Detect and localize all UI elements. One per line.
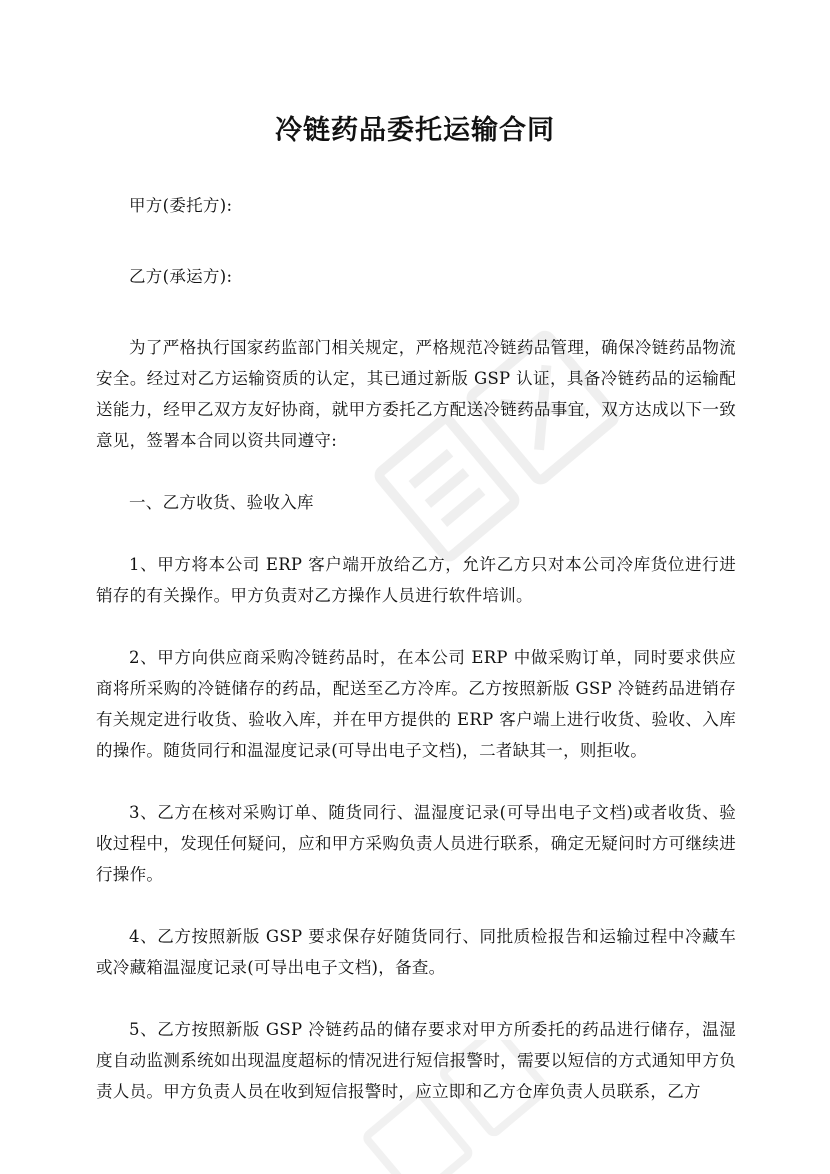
page-title: 冷链药品委托运输合同 xyxy=(275,115,555,146)
preamble-paragraph: 为了严格执行国家药监部门相关规定，严格规范冷链药品管理，确保冷链药品物流安全。经过对乙方运输资质的认定，其已通过新版 GSP 认证，具备冷链药品的运输配送能力，经甲乙双方友好协商，就甲方委托乙方配送冷链药品事宜，双方达成以下一致意见，签署本合同以资共同遵守: xyxy=(96,338,736,450)
document-body xyxy=(96,190,736,1138)
clause-paragraph: 3、乙方在核对采购订单、随货同行、温湿度记录(可导出电子文档)或者收货、验收过程中，发现任何疑问，应和甲方采购负责人员进行联系，确定无疑问时方可继续进行操作。 xyxy=(96,803,736,884)
clause-paragraph: 2、甲方向供应商采购冷链药品时，在本公司 ERP 中做采购订单，同时要求供应商将所采购的冷链储存的药品，配送至乙方冷库。乙方按照新版 GSP 冷链药品进销存有关规定进行收货、验收入库，并在甲方提供的 ERP 客户端上进行收货、验收、入库的操作。随货同行和温湿度记录(可导出电子文档)，二者缺其一，则拒收。 xyxy=(96,648,736,760)
clause-paragraph: 1、甲方将本公司 ERP 客户端开放给乙方，允许乙方只对本公司冷库货位进行进销存的有关操作。甲方负责对乙方操作人员进行软件培训。 xyxy=(96,555,736,605)
clause-paragraph: 5、乙方按照新版 GSP 冷链药品的储存要求对甲方所委托的药品进行储存，温湿度自动监测系统如出现温度超标的情况进行短信报警时，需要以短信的方式通知甲方负责人员。甲方负责人员在收到短信报警时，应立即和乙方仓库负责人员联系，乙方 xyxy=(96,1020,736,1101)
clause-paragraph: 4、乙方按照新版 GSP 要求保存好随货同行、同批质检报告和运输过程中冷藏车或冷藏箱温湿度记录(可导出电子文档)，备查。 xyxy=(96,927,736,977)
party-b-line: 乙方(承运方): xyxy=(129,267,233,286)
section-heading: 一、乙方收货、验收入库 xyxy=(129,493,314,512)
party-a-line: 甲方(委托方): xyxy=(129,196,233,215)
